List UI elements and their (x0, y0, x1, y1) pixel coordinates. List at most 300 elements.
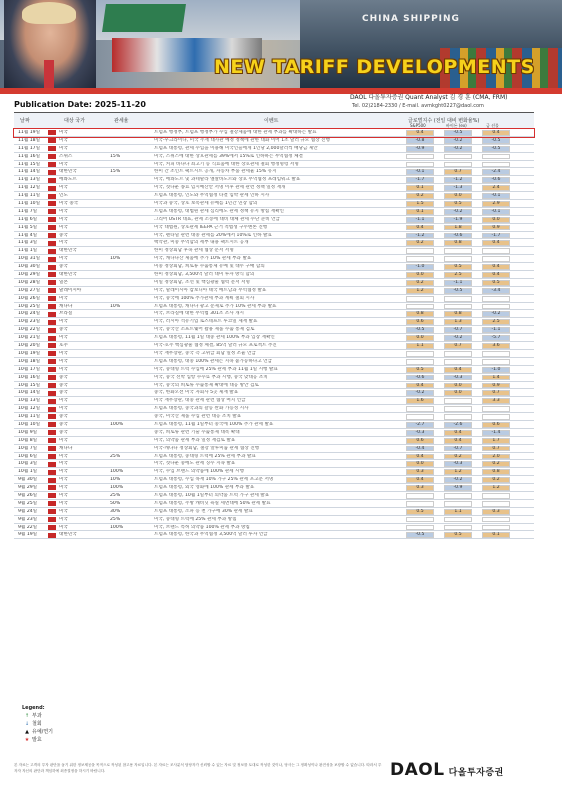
table-row (14, 397, 534, 405)
perf-value: 1.2 (416, 287, 424, 293)
hero-banner (0, 0, 562, 94)
perf-cell-box (406, 525, 434, 531)
perf-value: 0.2 (492, 461, 500, 467)
perf-value: 1.1 (454, 508, 462, 514)
perf-value: 0.2 (416, 240, 424, 246)
perf-value: 0.1 (416, 185, 424, 191)
perf-value: -0.1 (491, 208, 501, 214)
legend-item-effective (22, 736, 53, 744)
flag-icon (48, 336, 56, 341)
flag-icon (48, 296, 56, 301)
row-date: 9월 30일 (18, 477, 38, 483)
row-event: 미국, 중국 선박 입항 수수료 부과 시행, 중국 맞대응 조치 (154, 374, 268, 380)
row-event: 미국 대법원, 상호관세 IEEPA 근거 적법성 구두변론 진행 (154, 224, 268, 230)
perf-value: -0.2 (491, 311, 501, 317)
row-tariff: 25% (110, 492, 121, 498)
row-date: 11월 16일 (18, 153, 41, 159)
flag-icon (48, 280, 56, 285)
row-date: 10월 7일 (18, 445, 38, 451)
row-event: 미국, 커피 바나나 쇠고기 등 식료품에 대한 상호관세 철회 행정명령 서명 (154, 161, 299, 167)
perf-value: 0.4 (416, 130, 424, 135)
table-row (14, 192, 534, 200)
table-row (14, 216, 534, 224)
perf-value: 0.7 (492, 390, 500, 396)
row-event: 미국, 중대형 트럭에 25% 관세 부과 방침 (154, 516, 237, 522)
flag-icon (48, 525, 56, 530)
perf-value: 2.4 (492, 185, 500, 191)
perf-value: 0.4 (454, 429, 462, 435)
perf-cell-box (406, 256, 434, 262)
perf-value: -1.3 (453, 185, 463, 191)
row-tariff: 15% (110, 169, 121, 175)
flag-icon (48, 138, 56, 143)
row-event: 트럼프 대통령, 중국과의 갈등 완화 가능성 시사 (154, 406, 249, 412)
col-date-header: 날짜 (20, 118, 30, 124)
row-country: 캐나다 (59, 445, 73, 451)
row-country: 미국 (59, 477, 68, 483)
perf-value: 0.2 (416, 279, 424, 285)
perf-cell-box (482, 414, 510, 420)
row-country: 미국 (59, 256, 68, 262)
row-country: 대한민국 (59, 169, 77, 175)
row-event: 미국, 에콰도르 및 과테말라 엘살바도르와 상호 무역협정 프레임워크 발표 (154, 177, 301, 183)
table-row (14, 413, 534, 421)
row-country: 일본 (59, 279, 68, 285)
perf-value: 0.5 (454, 264, 462, 270)
perf-value: -0.7 (453, 445, 463, 451)
row-country: 미국 (59, 453, 68, 459)
perf-value: 0.3 (416, 469, 424, 475)
legend-item-withdraw (22, 720, 53, 728)
perf-value: -0.5 (415, 532, 425, 538)
row-event: 트럼프 대통령, 수입 목재 10% 가구 25% 관세 포고문 서명 (154, 477, 274, 483)
row-date: 10월 22일 (18, 327, 41, 333)
row-date: 11월 11일 (18, 193, 41, 199)
perf-value: 0.5 (492, 279, 500, 285)
row-event: 미국, 말레이시아 캄보디아 태국 베트남과 무역협정 발표 (154, 287, 267, 293)
table-row (14, 145, 534, 153)
flag-icon (48, 509, 56, 514)
perf-value: -0.4 (415, 445, 425, 451)
flag-icon (48, 501, 56, 506)
perf-value: -2.7 (415, 421, 425, 427)
row-event: 미국, 중국산 소프트웨어 활용 제품 수출 통제 검토 (154, 327, 255, 333)
perf-value: -0.1 (491, 193, 501, 199)
flag-icon (48, 162, 56, 167)
row-country: 미국 (59, 224, 68, 230)
row-date: 10월 6일 (18, 453, 38, 459)
perf-value: 0.8 (492, 469, 500, 475)
perf-value: 0.0 (416, 272, 424, 278)
row-date: 9월 29일 (18, 485, 38, 491)
perf-value: 0.7 (492, 445, 500, 451)
perf-value: 0.5 (416, 366, 424, 372)
company-logo (390, 760, 504, 780)
flag-icon (48, 485, 56, 490)
row-event: 미국, 중국에 100% 추가관세 부과 계획 철회 시사 (154, 295, 255, 301)
row-event: 미국, 러시아 석유기업 로즈네프트 루코일 제재 발표 (154, 319, 258, 325)
row-country: 중국 (59, 232, 68, 238)
row-event: 미국 재무장관, 중국 측 고위급 회담 일정 조율 언급 (154, 350, 256, 356)
row-date: 10월 3일 (18, 461, 38, 467)
perf-value: 1.7 (492, 437, 500, 443)
legend-item-impose (22, 712, 53, 720)
table-row (14, 184, 534, 192)
flag-icon (48, 146, 56, 151)
table-row (14, 129, 534, 137)
perf-value: 0.9 (492, 224, 500, 230)
flag-icon (48, 186, 56, 191)
table-row (14, 453, 534, 461)
row-event: 트럼프 대통령, 대법원 관세 심리에도 관세 정책 유지 방침 재확인 (154, 208, 284, 214)
row-date: 10월 25일 (18, 303, 41, 309)
perf-value: -1.1 (491, 327, 501, 333)
perf-value: -0.9 (415, 145, 425, 151)
perf-cell-box (482, 154, 510, 160)
flag-icon (48, 407, 56, 412)
row-country: 중국 (59, 390, 68, 396)
table-row (14, 445, 534, 453)
table-row (14, 366, 534, 374)
row-event: 트럼프 대통령, 인도와 무역협정 타결 임박 관세 인하 시사 (154, 193, 270, 199)
flag-icon (48, 343, 56, 348)
perf-cell-box (406, 162, 434, 168)
flag-icon (48, 517, 56, 522)
row-country: 미국 (59, 500, 68, 506)
perf-value: 1.3 (454, 319, 462, 325)
row-tariff: 50% (110, 500, 121, 506)
row-country: 대한민국 (59, 272, 77, 278)
perf-value: 0.2 (492, 477, 500, 483)
perf-value: -0.1 (415, 169, 425, 175)
perf-value: -1.0 (491, 366, 501, 372)
logo-sub: 다올투자증권 (448, 768, 504, 778)
legend-item-defer (22, 728, 53, 736)
row-country: 미국 (59, 216, 68, 222)
flag-icon (48, 454, 56, 459)
perf-value: 0.7 (454, 169, 462, 175)
perf-value: -1.1 (415, 216, 425, 222)
table-row (14, 524, 534, 532)
table-row (14, 421, 534, 429)
row-event: 트럼프 대통령, 주방 캐비닛 욕실 세면대에 50% 관세 발표 (154, 500, 271, 506)
table-row (14, 295, 534, 303)
table-row (14, 310, 534, 318)
table-row (14, 279, 534, 287)
perf-cell-box (444, 525, 472, 531)
perf-cell-box (482, 296, 510, 302)
perf-value: 2.5 (492, 319, 500, 325)
perf-value: -0.2 (453, 145, 463, 151)
perf-value: -1.9 (453, 216, 463, 222)
flag-icon (48, 178, 56, 183)
table-row (14, 247, 534, 255)
flag-icon (48, 304, 56, 309)
table-row (14, 531, 534, 539)
perf-value: 0.4 (416, 453, 424, 459)
table-row (14, 516, 534, 524)
perf-value: 0.4 (416, 224, 424, 230)
flag-icon (48, 170, 56, 175)
perf-value: 1.2 (454, 469, 462, 475)
perf-value: -0.3 (453, 374, 463, 380)
table-row (14, 508, 534, 516)
perf-value: 0.2 (454, 453, 462, 459)
perf-cell-box (444, 501, 472, 507)
row-event: 미국, 중대형 트럭 수입에 25% 관세 부과 11월 1일 시행 발표 (154, 366, 278, 372)
down-arrow-icon: ↓ (24, 721, 30, 727)
perf-value: 0.4 (492, 264, 500, 270)
row-country: 중국 (59, 421, 68, 427)
perf-cell-box (406, 359, 434, 365)
row-event: 미국, 수입 브랜드 의약품에 100% 관세 시행 (154, 469, 244, 475)
flag-icon (48, 391, 56, 396)
star-icon: ★ (24, 737, 30, 743)
row-country: 대한민국 (59, 248, 77, 254)
perf-value: 0.8 (416, 311, 424, 317)
row-country: 미국 (59, 461, 68, 467)
table-row (14, 287, 534, 295)
row-date: 11월 1일 (18, 248, 38, 254)
perf-value: 0.4 (454, 437, 462, 443)
perf-cell-box (444, 517, 472, 523)
perf-cell-box (482, 256, 510, 262)
row-event: 중국, 한화오션 미국 자회사 5곳 제재 발표 (154, 390, 239, 396)
col-event-header: 이벤트 (264, 118, 279, 124)
row-tariff: 10% (110, 303, 121, 309)
table-row (14, 168, 534, 176)
perf-value: 0.4 (416, 477, 424, 483)
perf-cell-box (444, 154, 472, 160)
perf-value: 0.7 (454, 343, 462, 349)
row-country: 미국 (59, 492, 68, 498)
perf-cell-box (406, 154, 434, 160)
flag-icon (48, 375, 56, 380)
perf-value: -5.7 (491, 335, 501, 341)
row-tariff: 10% (110, 477, 121, 483)
perf-value: -0.6 (415, 374, 425, 380)
row-country: 말레이시아 (59, 287, 82, 293)
row-date: 11월 18일 (18, 137, 41, 143)
row-event: 미국, 셧다운 종료 임시예산안 서명 이후 관세 관련 정책 일정 재개 (154, 185, 286, 191)
row-country: 미국 (59, 350, 68, 356)
table-row (14, 318, 534, 326)
row-date: 10월 19일 (18, 350, 41, 356)
row-date: 10월 27일 (18, 287, 41, 293)
row-date: 10월 13일 (18, 398, 41, 404)
legend-title: Legend: (22, 705, 45, 711)
row-country: 미국 (59, 358, 68, 364)
row-date: 10월 12일 (18, 406, 41, 412)
perf-cell-box (406, 517, 434, 523)
row-date: 10월 17일 (18, 366, 41, 372)
table-row (14, 460, 534, 468)
row-event: 백악관, 미중 무역합의 세부 내용 팩트시트 공개 (154, 240, 249, 246)
row-date: 10월 30일 (18, 264, 41, 270)
flag-icon (48, 320, 56, 325)
flag-icon (48, 383, 56, 388)
perf-value: -1.1 (453, 279, 463, 285)
perf-cell-box (482, 359, 510, 365)
flag-icon (48, 351, 56, 356)
perf-value: 0.3 (416, 485, 424, 491)
row-country: 미국 중국 (59, 201, 79, 207)
row-date: 10월 20일 (18, 343, 41, 349)
row-date: 10월 31일 (18, 256, 41, 262)
row-country: 미국 (59, 130, 68, 135)
flag-icon (48, 217, 56, 222)
row-date: 10월 1일 (18, 469, 38, 475)
row-country: 미국 (59, 398, 68, 404)
row-country: 캐나다 (59, 303, 73, 309)
col-tariff-header: 관세율 (114, 118, 129, 124)
flag-icon (48, 462, 56, 467)
perf-value: 0.8 (454, 240, 462, 246)
perf-cell-box (406, 414, 434, 420)
logo-main: DAOL (390, 760, 445, 780)
perf-value: -0.2 (453, 208, 463, 214)
perf-cell-box (482, 493, 510, 499)
row-country: 중국 (59, 264, 68, 270)
table-row (14, 271, 534, 279)
perf-value: -0.7 (453, 327, 463, 333)
perf-cell-box (482, 304, 510, 310)
table-row (14, 303, 534, 311)
row-tariff: 100% (110, 524, 124, 530)
row-date: 10월 8일 (18, 437, 38, 443)
flag-icon (48, 430, 56, 435)
perf-value: 0.0 (492, 216, 500, 222)
perf-cell-box (482, 525, 510, 531)
table-row (14, 208, 534, 216)
table-row (14, 137, 534, 145)
perf-value: 1.5 (416, 201, 424, 207)
up-arrow-icon: ↑ (24, 713, 30, 719)
row-country: 미국 (59, 469, 68, 475)
perf-value: -1.2 (453, 177, 463, 183)
flag-icon (48, 225, 56, 230)
row-country: 중국 (59, 374, 68, 380)
perf-value: 0.0 (416, 461, 424, 467)
row-tariff: 30% (110, 508, 121, 514)
road-sign-image (102, 4, 186, 32)
perf-cell-box (406, 351, 434, 357)
row-date: 10월 23일 (18, 319, 41, 325)
perf-value: 2.5 (454, 272, 462, 278)
perf-value: 3.3 (492, 398, 500, 404)
row-country: 스위스 (59, 153, 73, 159)
table-row (14, 389, 534, 397)
row-event: 미국, 스위스에 대한 상호관세를 39%에서 15%로 인하하는 무역협정 체결 (154, 153, 303, 159)
flag-icon (48, 130, 56, 135)
table-row (14, 484, 534, 492)
perf-value: -0.5 (491, 145, 501, 151)
flag-icon (48, 154, 56, 159)
flag-icon (48, 265, 56, 270)
row-event: 트럼프 대통령, 한국과 무역협정 3,500억 달러 투자 언급 (154, 532, 268, 538)
row-date: 10월 16일 (18, 374, 41, 380)
table-row (14, 476, 534, 484)
perf-value: -0.2 (453, 335, 463, 341)
flag-icon (48, 493, 56, 498)
perf-value: 0.1 (492, 532, 500, 538)
perf-cell-box (444, 493, 472, 499)
row-tariff: 100% (110, 421, 124, 427)
row-event: 그리어 USTR 대표, 관세 소송에 대비 대체 관세 수단 준비 언급 (154, 216, 280, 222)
perf-value: -0.6 (491, 177, 501, 183)
row-tariff: 25% (110, 453, 121, 459)
perf-value: -0.2 (415, 390, 425, 396)
flag-icon (48, 209, 56, 214)
perf-value: 1.4 (492, 374, 500, 380)
perf-value: 0.1 (416, 208, 424, 214)
row-date: 9월 22일 (18, 524, 38, 530)
legend-label: 철회 (32, 721, 42, 727)
perf-value: 0.0 (454, 382, 462, 388)
row-country: 브라질 (59, 311, 73, 317)
perf-cell-box (482, 517, 510, 523)
legend (22, 704, 53, 744)
row-event: 미국, 브라질에 대한 무역법 301조 조사 개시 (154, 311, 244, 317)
perf-value: -2.6 (453, 421, 463, 427)
row-date: 10월 26일 (18, 295, 41, 301)
table-row (14, 255, 534, 263)
perf-value: 2.0 (492, 453, 500, 459)
row-event: 미국, 중국의 희토류 수출통제 확대에 대응 방안 검토 (154, 382, 259, 388)
row-event: 트럼프 대통령, 캐나다 광고 문제로 추가 10% 관세 부과 발표 (154, 303, 277, 309)
row-country: 중국 (59, 429, 68, 435)
row-event: 미국, 브랜드 특허 의약품 100% 관세 부과 방침 (154, 524, 250, 530)
table-row (14, 350, 534, 358)
row-country: 미국 (59, 208, 68, 214)
perf-cell-box (482, 248, 510, 254)
table-row (14, 374, 534, 382)
row-tariff: 10% (110, 256, 121, 262)
row-date: 10월 15일 (18, 382, 41, 388)
row-date: 9월 26일 (18, 492, 38, 498)
perf-value: -2.4 (491, 169, 501, 175)
table-row (14, 239, 534, 247)
flag-icon (48, 233, 56, 238)
row-country: 미국 (59, 524, 68, 530)
perf-cell-box (444, 398, 472, 404)
perf-value: -1.7 (415, 177, 425, 183)
perf-value: -0.2 (453, 137, 463, 143)
perf-value: 0.0 (454, 390, 462, 396)
perf-value: 0.4 (492, 130, 500, 135)
row-date: 10월 29일 (18, 272, 41, 278)
row-event: 미국 재무장관, 대중 관세 관련 협상 여지 언급 (154, 398, 246, 404)
perf-value: -1.4 (491, 429, 501, 435)
row-event: 트럼프 행정부, 트럼프 행정부가 수입 철강제품에 대한 관세 부과를 확대하는 발표 (154, 130, 317, 135)
row-date: 11월 15일 (18, 161, 41, 167)
table-body (14, 129, 534, 539)
perf-cell-box (444, 406, 472, 412)
ship-name-text: CHINA SHIPPING (362, 14, 460, 24)
table-row (14, 358, 534, 366)
perf-cell-box (406, 493, 434, 499)
table-row (14, 437, 534, 445)
flag-icon (48, 241, 56, 246)
row-event: 중국, 희토류 관련 기술 수출통제 대폭 확대 (154, 429, 240, 435)
flag-icon (48, 399, 56, 404)
flag-icon (48, 414, 56, 419)
perf-cell-box (444, 359, 472, 365)
table-row (14, 334, 534, 342)
row-country: 미국 (59, 508, 68, 514)
flag-icon (48, 478, 56, 483)
row-country: 미국 (59, 319, 68, 325)
